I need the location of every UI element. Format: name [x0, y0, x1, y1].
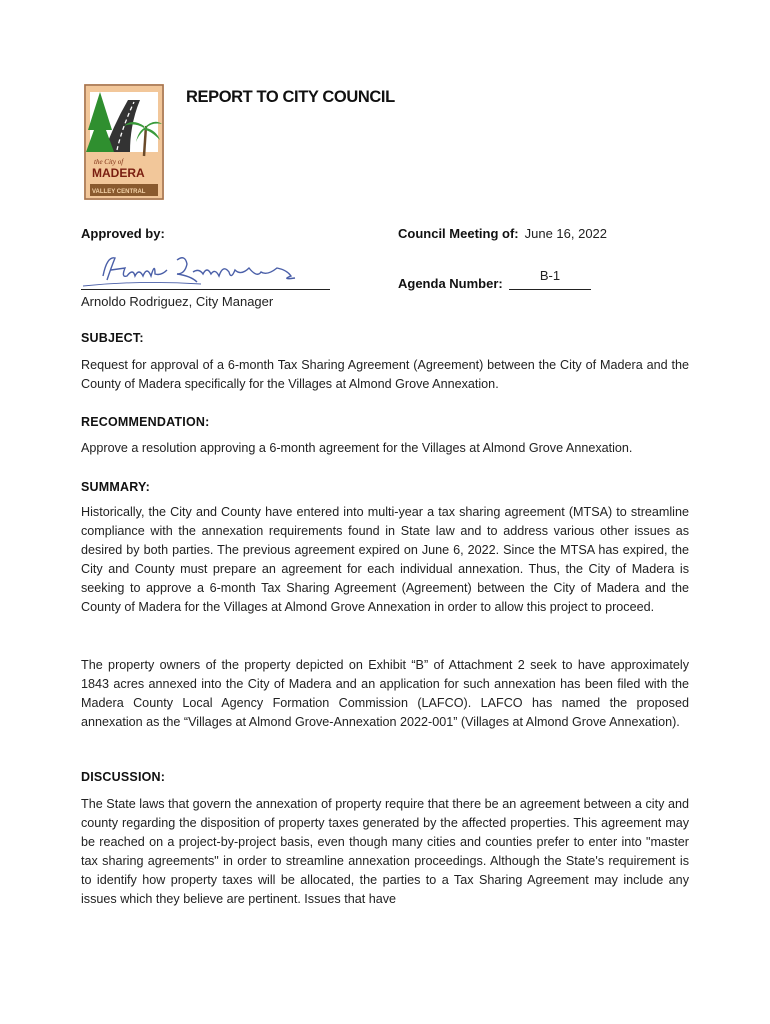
summary-heading: SUMMARY: [81, 480, 150, 494]
agenda-number-value: B-1 [539, 268, 561, 283]
logo-line-1: the City of [94, 158, 124, 166]
report-title: REPORT TO CITY COUNCIL [186, 88, 395, 106]
council-meeting-date: June 16, 2022 [524, 226, 608, 241]
discussion-heading: DISCUSSION: [81, 770, 166, 784]
summary-paragraph-2: The property owners of the property depicted on Exhibit “B” of Attachment 2 seek to have approximately 1843 acres annexed into the City of Madera and an application for such annexation has been filed with the Madera County Local Agency Formation Commission (LAFCO). LAFCO has named the proposed annexation as the “Villages at Almond Grove-Annexation 2022-001” (Villages at Almond Grove Annexation). [81, 658, 689, 729]
subject-text: Request for approval of a 6-month Tax Sharing Agreement (Agreement) between the City of Madera and the County of Madera specifically for the Villages at Almond Grove Annexation. [81, 358, 689, 391]
city-manager-name: Arnoldo Rodriguez, City Manager [81, 294, 274, 309]
recommendation-text: Approve a resolution approving a 6-month agreement for the Villages at Almond Grove Annexation. [81, 441, 633, 455]
city-of-madera-logo [84, 84, 164, 200]
summary-paragraph-1: Historically, the City and County have entered into multi-year a tax sharing agreement (MTSA) to streamline compliance with the annexation requirements found in State law and to address various other issues as desired by both parties. The previous agreement expired on June 6, 2022. Since the MTSA has expired, the City and County must prepare an agreement for each individual annexation. Thus, the City of Madera is seeking to approve a 6-month Tax Sharing Agreement (Agreement) between the City of Madera and the County of Madera for the Villages at Almond Grove Annexation in order to allow this project to proceed. [81, 505, 689, 614]
discussion-text: The State laws that govern the annexation of property require that there be an agreement between a city and county regarding the disposition of property taxes generated by the affected properties. This agreement may be reached on a project-by-project basis, even though many cities and counties prefer to enter into "master tax sharing agreements" in order to streamline annexation proceedings. Although the State's requirement is to identify how property taxes will be allocated, the parties to a Tax Sharing Agreement may include any issues which they believe are pertinent. Issues that have [81, 797, 689, 906]
agenda-number-underline [509, 289, 591, 290]
subject-heading: SUBJECT: [81, 331, 144, 345]
recommendation-heading: RECOMMENDATION: [81, 415, 210, 429]
council-meeting [398, 226, 607, 241]
logo-line-2: MADERA [92, 166, 145, 180]
council-meeting-label: Council Meeting of: [398, 226, 519, 241]
signature-image [81, 246, 331, 290]
logo-line-3: VALLEY CENTRAL [92, 189, 146, 195]
approved-by-label: Approved by: [81, 226, 165, 241]
signature-line [81, 289, 330, 290]
agenda-number-label: Agenda Number: [398, 276, 503, 291]
